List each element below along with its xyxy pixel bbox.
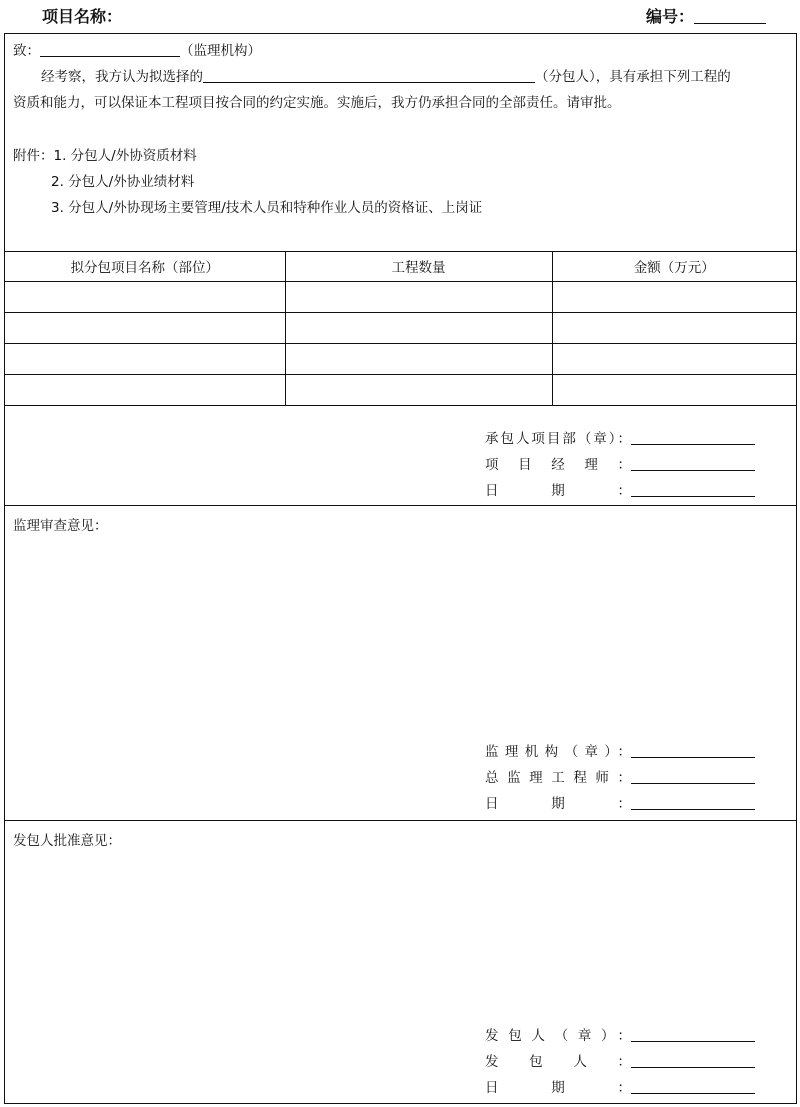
supervision-opinion-title: 监理审查意见：: [13, 518, 108, 534]
project-manager-label: 项目经理：: [485, 457, 631, 473]
body-line-1: [41, 65, 731, 85]
table-cell[interactable]: [552, 313, 796, 344]
table-cell[interactable]: [5, 282, 285, 313]
body-line-1-prefix: 经考察，我方认为拟选择的: [41, 69, 203, 85]
table-row: [5, 344, 796, 375]
table-row: [5, 282, 796, 313]
col-header-quantity: 工程数量: [285, 251, 552, 282]
project-manager-field[interactable]: [631, 457, 755, 471]
attachment-3: 3. 分包人/外协现场主要管理/技术人员和特种作业人员的资格证、上岗证: [51, 200, 483, 216]
contractor-date-line: [485, 479, 755, 499]
contractor-dept-label: 承包人项目部（章）：: [485, 431, 631, 447]
employer-person-label: 发包人：: [485, 1054, 631, 1070]
employer-seal-label: 发包人（章）：: [485, 1028, 631, 1044]
attachment-1: [13, 144, 197, 164]
employer-date-label: 日期：: [485, 1080, 631, 1096]
table-cell[interactable]: [5, 375, 285, 406]
application-section: [5, 34, 796, 252]
table-cell[interactable]: [552, 344, 796, 375]
table-row: [5, 375, 796, 406]
body-line-2: 资质和能力，可以保证本工程项目按合同的约定实施。实施后，我方仍承担合同的全部责任。请审批。: [13, 95, 621, 111]
divider: [5, 505, 796, 506]
table-cell[interactable]: [552, 282, 796, 313]
project-name-label: 项目名称：: [42, 7, 123, 26]
table-cell[interactable]: [285, 375, 552, 406]
to-suffix: （监理机构）: [180, 43, 261, 59]
table-cell[interactable]: [552, 375, 796, 406]
attachment-2: 2. 分包人/外协业绩材料: [51, 174, 195, 190]
employer-seal-line: [485, 1024, 755, 1044]
employer-date-field[interactable]: [631, 1080, 755, 1094]
supervision-date-line: [485, 792, 755, 812]
employer-approval-title: 发包人批准意见：: [13, 833, 121, 849]
contractor-dept-line: [485, 427, 755, 447]
employer-person-field[interactable]: [631, 1054, 755, 1068]
col-header-item: 拟分包项目名称（部位）: [5, 251, 285, 282]
employer-date-line: [485, 1076, 755, 1096]
contractor-dept-field[interactable]: [631, 431, 755, 445]
employer-person-line: [485, 1050, 755, 1070]
form-number: [646, 4, 766, 27]
body-line-1-suffix: （分包人），具有承担下列工程的: [535, 69, 731, 85]
addressee-field[interactable]: [40, 43, 180, 57]
project-manager-line: [485, 453, 755, 473]
employer-seal-field[interactable]: [631, 1028, 755, 1042]
form-header: [0, 2, 800, 32]
to-prefix: 致：: [13, 43, 40, 59]
supervision-date-field[interactable]: [631, 796, 755, 810]
table-header-row: [5, 251, 796, 282]
supervision-date-label: 日期：: [485, 796, 631, 812]
contractor-date-field[interactable]: [631, 483, 755, 497]
divider: [5, 820, 796, 821]
attachments-label: 附件：: [13, 148, 54, 164]
table-cell[interactable]: [285, 344, 552, 375]
table-cell[interactable]: [285, 282, 552, 313]
approval-form: [4, 33, 797, 1104]
attachment-1-text: 1. 分包人/外协资质材料: [53, 148, 197, 164]
col-header-amount: 金额（万元）: [552, 251, 796, 282]
subcontractor-field[interactable]: [203, 69, 535, 83]
chief-engineer-label: 总监理工程师：: [485, 770, 631, 786]
table-cell[interactable]: [5, 344, 285, 375]
supervision-org-line: [485, 740, 755, 760]
form-number-label: 编号：: [646, 7, 695, 26]
addressee-line: [13, 39, 261, 59]
supervision-org-field[interactable]: [631, 744, 755, 758]
table-cell[interactable]: [285, 313, 552, 344]
contractor-date-label: 日期：: [485, 483, 631, 499]
chief-engineer-line: [485, 766, 755, 786]
supervision-org-label: 监理机构（章）：: [485, 744, 631, 760]
table-cell[interactable]: [5, 313, 285, 344]
form-number-field[interactable]: [694, 9, 766, 24]
table-row: [5, 313, 796, 344]
subcontract-table: [5, 251, 796, 406]
chief-engineer-field[interactable]: [631, 770, 755, 784]
